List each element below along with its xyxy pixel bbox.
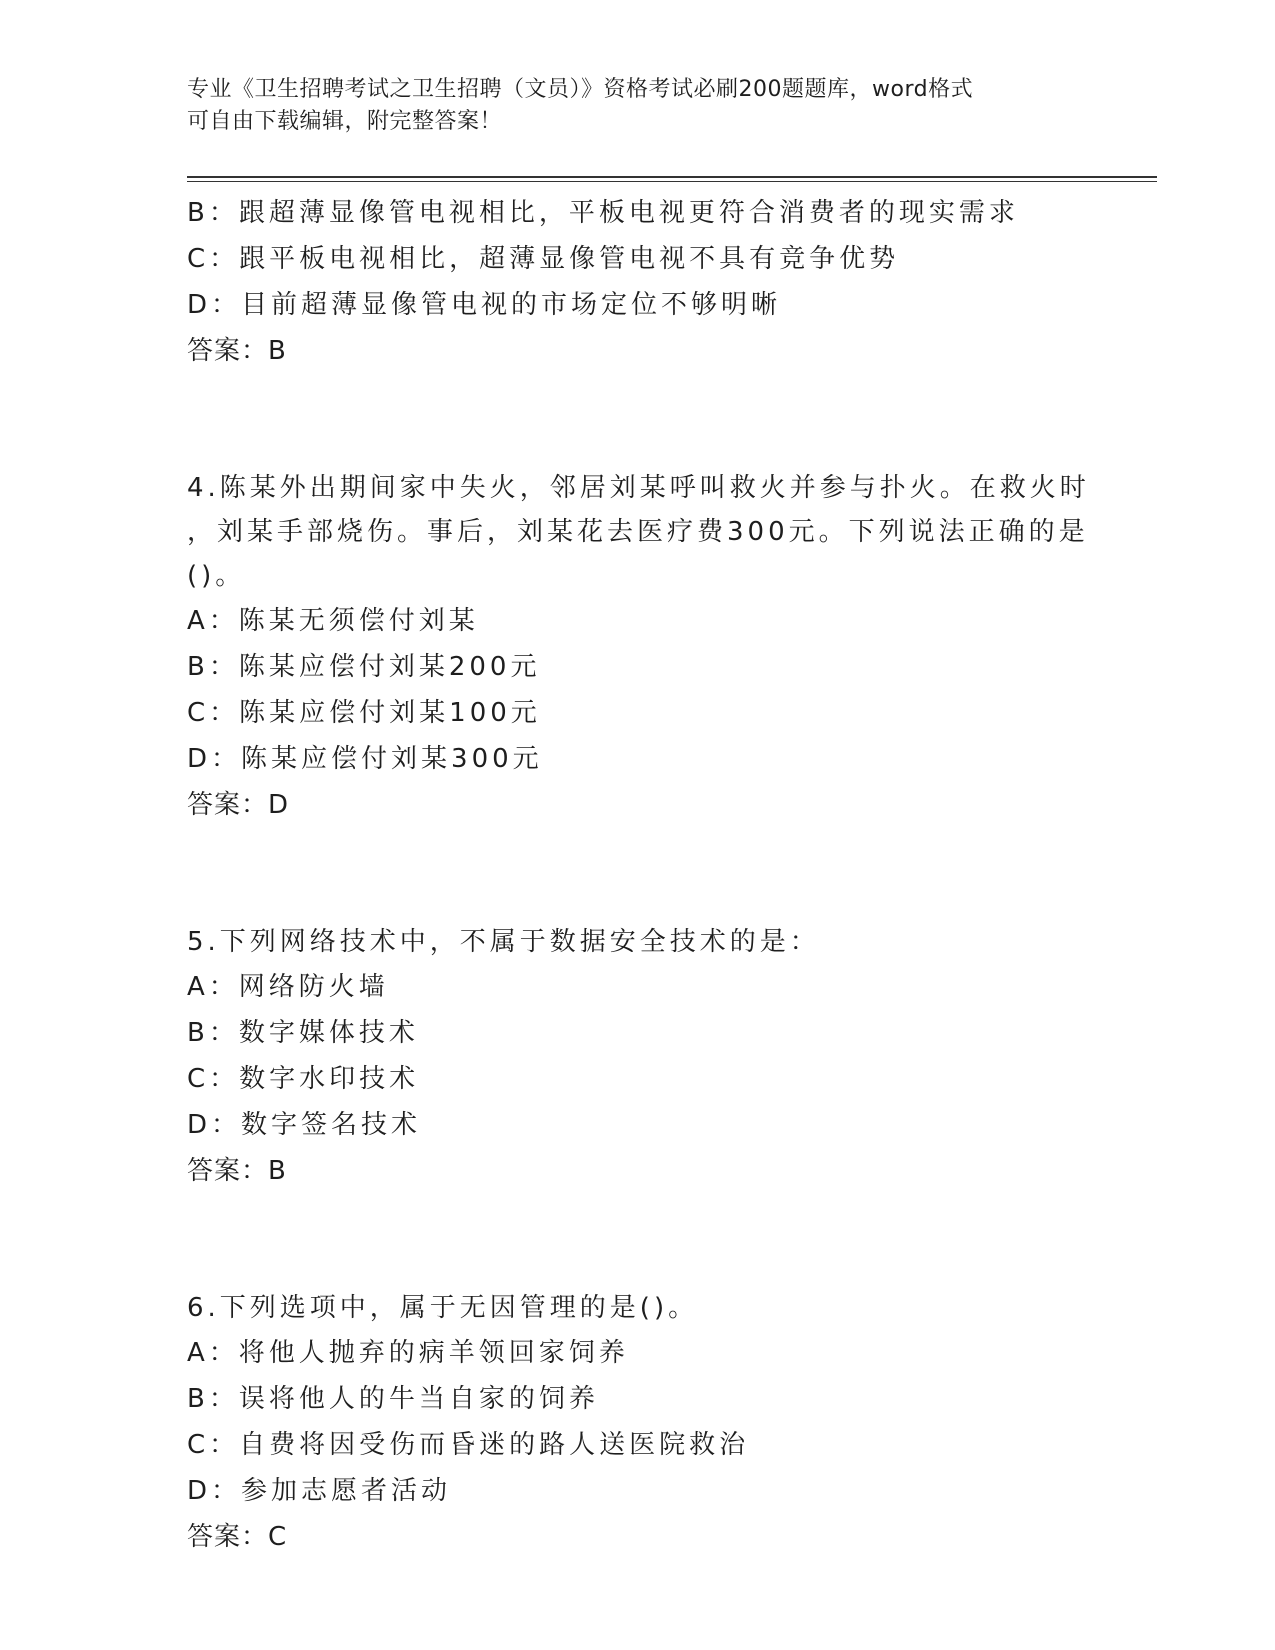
spacer	[187, 828, 1087, 920]
option-d: D：参加志愿者活动	[187, 1476, 452, 1506]
option-d: D：陈某应偿付刘某300元	[187, 744, 543, 774]
spacer	[187, 374, 1087, 466]
option-c: C：自费将因受伤而昏迷的路人送医院救治	[187, 1430, 750, 1460]
question-6	[187, 1286, 1087, 1560]
option-a: A：陈某无须偿付刘某	[187, 606, 479, 636]
option-d: D：目前超薄显像管电视的市场定位不够明晰	[187, 290, 782, 320]
answer: 答案：B	[187, 1156, 287, 1186]
answer: 答案：C	[187, 1522, 288, 1552]
question-5	[187, 920, 1087, 1194]
document-header	[187, 74, 1087, 138]
header-divider-thin	[187, 181, 1157, 182]
header-line-2: 可自由下载编辑，附完整答案！	[187, 109, 503, 134]
question-list	[187, 190, 1090, 1560]
option-c: C：跟平板电视相比，超薄显像管电视不具有竞争优势	[187, 244, 900, 274]
question-stem-line: 4.陈某外出期间家中失火，邻居刘某呼叫救火并参与扑火。在救火时	[187, 473, 1090, 503]
spacer	[187, 1194, 1087, 1286]
option-a: A：网络防火墙	[187, 972, 389, 1002]
question-stem-line: 6.下列选项中，属于无因管理的是()。	[187, 1293, 699, 1323]
option-c: C：数字水印技术	[187, 1064, 420, 1094]
option-a: A：将他人抛弃的病羊领回家饲养	[187, 1338, 629, 1368]
question-stem-line: ()。	[187, 561, 246, 591]
option-b: B：陈某应偿付刘某200元	[187, 652, 541, 682]
header-divider-thick	[187, 176, 1157, 178]
option-b: B：数字媒体技术	[187, 1018, 419, 1048]
answer: 答案：D	[187, 790, 290, 820]
answer: 答案：B	[187, 336, 287, 366]
question-4	[187, 466, 1090, 828]
option-b: B：误将他人的牛当自家的饲养	[187, 1384, 599, 1414]
option-d: D：数字签名技术	[187, 1110, 422, 1140]
header-line-1: 专业《卫生招聘考试之卫生招聘（文员）》资格考试必刷200题题库，word格式	[187, 77, 974, 102]
option-c: C：陈某应偿付刘某100元	[187, 698, 541, 728]
question-3	[187, 190, 1087, 374]
question-stem-line: 5.下列网络技术中，不属于数据安全技术的是：	[187, 927, 820, 957]
question-stem-line: ，刘某手部烧伤。事后，刘某花去医疗费300元。下列说法正确的是	[187, 517, 1089, 547]
option-b: B：跟超薄显像管电视相比，平板电视更符合消费者的现实需求	[187, 198, 1019, 228]
